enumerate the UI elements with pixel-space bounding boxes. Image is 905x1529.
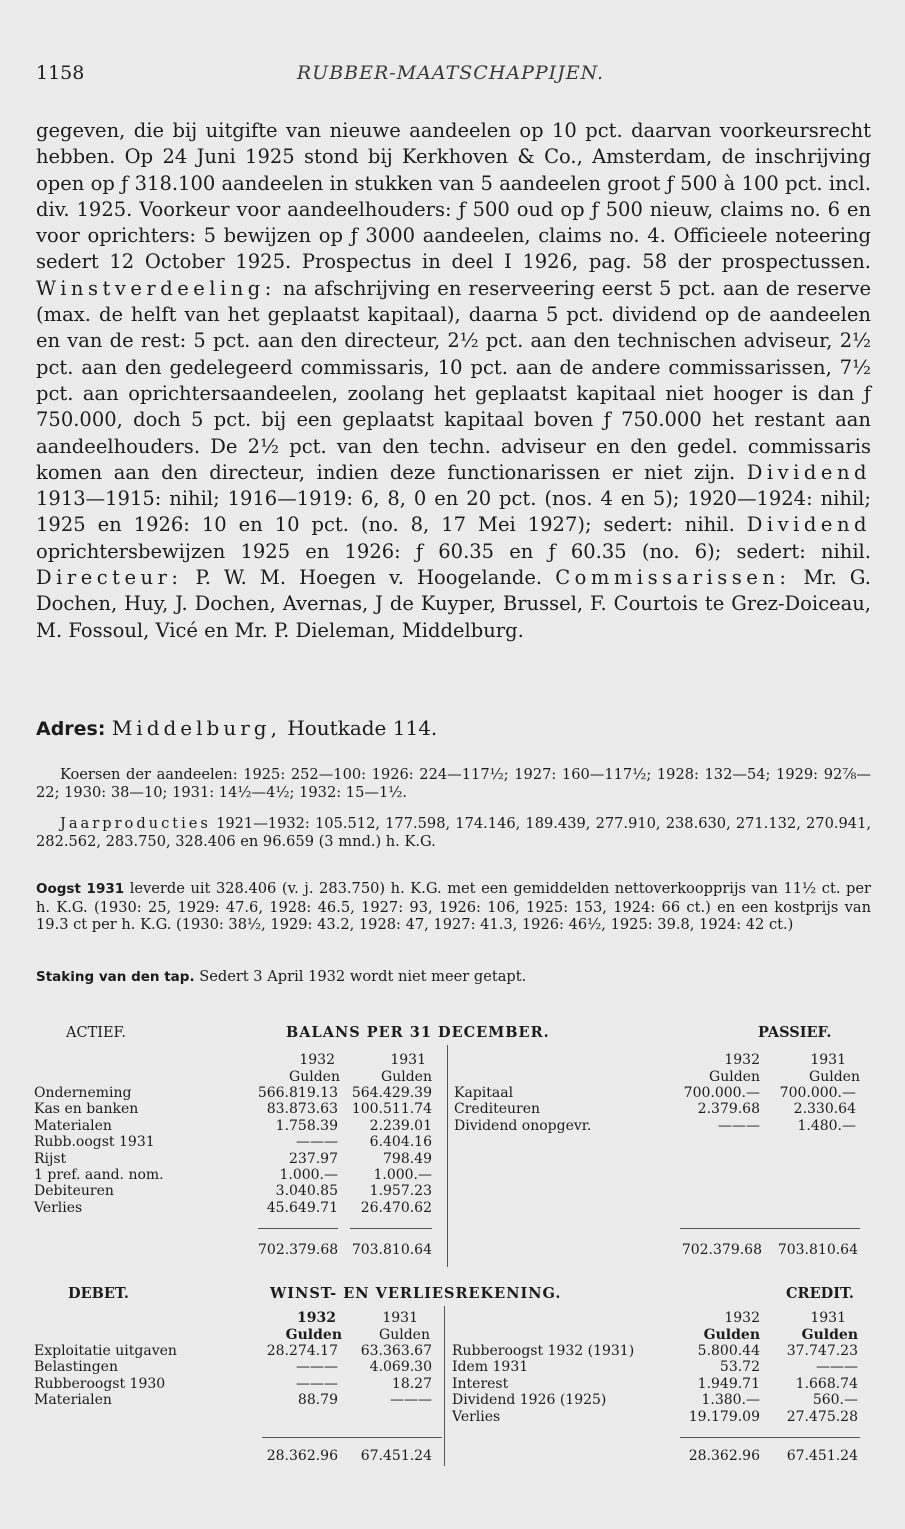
activa-row-value-1931: 564.429.39 — [351, 1085, 432, 1101]
passiva-row-value-1931: 2.330.64 — [793, 1101, 856, 1118]
balans-left-unit-1931: Gulden — [381, 1069, 432, 1085]
address-city: Middelburg, — [111, 716, 281, 740]
balans-title: BALANS PER 31 DECEMBER. — [286, 1024, 550, 1041]
passiva-row-label: Crediteuren — [454, 1101, 541, 1118]
paragraph-directeur: P. W. M. Hoegen v. Hoogelande. — [195, 566, 543, 590]
activa-row-value-1932: 1.000.— — [279, 1167, 338, 1183]
winst-total-right-1932: 28.362.96 — [688, 1448, 760, 1464]
balans-right-year-1931: 1931 — [810, 1052, 846, 1068]
balans-total-left-1931: 703.810.64 — [351, 1242, 432, 1258]
address-label: Adres: — [36, 718, 106, 740]
winstverdeeling-label: Winstverdeeling: — [36, 276, 276, 300]
winst-total-left-1932: 28.362.96 — [266, 1448, 338, 1464]
balans-right-heading: PASSIEF. — [758, 1024, 832, 1041]
credit-row-label: Interest — [452, 1375, 509, 1392]
activa-row-value-1932: 237.97 — [289, 1150, 338, 1167]
paragraph-issue: gegeven, die bij uitgifte van nieuwe aandeelen op 10 pct. daarvan voorkeursrecht hebben. Op 24 Juni 1925 stond bij Kerkhoven & Co., Amsterdam, de inschrijving open op ƒ 318.100 aandeelen in stukken van 5 aandeelen groot ƒ 500 à 100 pct. incl. div. 1925. Voorkeur voor aandeelhouders: ƒ 500 oud op ƒ 500 nieuw, claims no. 6 en voor oprichters: 5 bewijzen op ƒ 3000 aandeelen, claims no. 4. Officieele noteering sedert 12 October 1925. Prospectus in deel I 1926, pag. 58 der prospectussen. — [36, 119, 871, 274]
activa-row-value-1932: 83.873.63 — [266, 1101, 338, 1118]
passiva-row-label: Kapitaal — [454, 1085, 514, 1101]
activa-row-value-1932: 566.819.13 — [257, 1085, 338, 1101]
page-number: 1158 — [36, 62, 85, 84]
winst-title: WINST- EN VERLIESREKENING. — [270, 1285, 562, 1302]
activa-row-value-1931: 2.239.01 — [369, 1117, 432, 1134]
passiva-row-label: Dividend onopgevr. — [454, 1117, 592, 1134]
activa-row-value-1932: 3.040.85 — [275, 1183, 338, 1200]
credit-row-value-1931: 37.747.23 — [786, 1343, 858, 1359]
credit-row-value-1932: 1.380.— — [701, 1392, 760, 1409]
winst-right-year-1932: 1932 — [724, 1310, 760, 1326]
winst-divider — [444, 1306, 445, 1466]
credit-row-label: Idem 1931 — [452, 1359, 529, 1376]
winst-left-unit-1931: Gulden — [379, 1327, 430, 1343]
credit-row-value-1931: 1.668.74 — [795, 1375, 858, 1392]
dividend-oprichters-label: Dividend — [746, 513, 871, 537]
paragraph-dividend-oprichters: oprichtersbewijzen 1925 en 1926: ƒ 60.35 en ƒ 60.35 (no. 6); sedert: nihil. — [36, 539, 871, 563]
winst-left-unit-1932: Gulden — [285, 1327, 342, 1343]
debet-row-value-1931: ——— — [390, 1392, 432, 1409]
credit-row-value-1932: 19.179.09 — [688, 1408, 760, 1425]
passiva-row-value-1931: 700.000.— — [779, 1085, 856, 1101]
activa-row-label: Verlies — [34, 1199, 83, 1216]
credit-row-value-1932: 53.72 — [719, 1359, 760, 1376]
credit-row-value-1931: ——— — [816, 1359, 858, 1376]
paragraph-dividend: 1913—1915: nihil; 1916—1919: 6, 8, 0 en 20 pct. (nos. 4 en 5); 1920—1924: nihil; 1925 en 1926: 10 en 10 pct. (no. 8, 17 Mei 1927); sedert: nihil. — [36, 487, 871, 537]
debet-row-value-1932: 28.274.17 — [266, 1343, 338, 1359]
debet-row-value-1932: ——— — [296, 1359, 338, 1376]
activa-row-label: Rubb.oogst 1931 — [34, 1134, 155, 1151]
winst-rule-left — [262, 1437, 442, 1438]
running-title: RUBBER-MAATSCHAPPIJEN. — [296, 62, 605, 84]
debet-row-value-1932: ——— — [296, 1375, 338, 1392]
winst-total-left-1931: 67.451.24 — [360, 1448, 432, 1464]
winst-left-year-1931: 1931 — [382, 1310, 418, 1326]
winst-right-heading: CREDIT. — [786, 1285, 854, 1302]
debet-row-label: Belastingen — [34, 1359, 118, 1376]
credit-row-value-1932: 5.800.44 — [697, 1343, 760, 1359]
debet-row-label: Rubberoogst 1930 — [34, 1375, 166, 1392]
balans-right-unit-1931: Gulden — [809, 1069, 860, 1085]
paragraph-winstverdeeling: na afschrijving en reserveering eerst 5 pct. aan de reserve (max. de helft van het geplaatst kapitaal), daarna 5 pct. dividend op de aandeelen en van de rest: 5 pct. aan den directeur, 2½ pct. aan den technischen adviseur, 2½ pct. aan den gedelegeerd commissaris, 10 pct. aan de andere commissarissen, 7½ pct. aan oprichtersaandeelen, zoolang het geplaatst kapitaal niet hooger is dan ƒ 750.000, doch 5 pct. bij een geplaatst kapitaal boven ƒ 750.000 het restant aan aandeelhouders. De 2½ pct. van den techn. adviseur en den gedel. commissaris komen aan den directeur, indien deze functionarissen er niet zijn. — [36, 276, 871, 484]
dividend-label: Dividend — [746, 460, 871, 484]
commissarissen-label: Commissarissen: — [555, 566, 791, 590]
credit-row-label: Verlies — [452, 1408, 501, 1425]
debet-row-value-1931: 4.069.30 — [369, 1359, 432, 1376]
staking-label: Staking van den tap. — [36, 969, 195, 985]
credit-row-value-1931: 27.475.28 — [786, 1408, 858, 1425]
activa-row-label: Materialen — [34, 1117, 112, 1134]
winst-right-unit-1931: Gulden — [801, 1327, 858, 1343]
activa-row-value-1931: 798.49 — [383, 1150, 432, 1167]
balans-left-year-1932: 1932 — [299, 1052, 335, 1068]
credit-row-label: Rubberoogst 1932 (1931) — [452, 1343, 635, 1359]
debet-row-value-1931: 63.363.67 — [360, 1343, 432, 1359]
debet-row-value-1931: 18.27 — [391, 1375, 432, 1392]
staking-text: Sedert 3 April 1932 wordt niet meer getapt. — [199, 968, 527, 985]
debet-row-label: Materialen — [34, 1392, 112, 1409]
activa-row-value-1931: 1.957.23 — [369, 1183, 432, 1200]
balans-total-right-1932: 702.379.68 — [681, 1242, 762, 1258]
paragraph-commissarissen: Mr. G. Dochen, Huy, J. Dochen, Avernas, J de Kuyper, Brussel, F. Courtois te Grez-Doiceau, M. Fossoul, Vicé en Mr. P. Dieleman, Middelburg. — [36, 566, 871, 642]
activa-row-value-1932: ——— — [296, 1134, 338, 1151]
passiva-row-value-1932: 2.379.68 — [697, 1101, 760, 1118]
activa-row-value-1932: 1.758.39 — [275, 1117, 338, 1134]
balans-left-unit-1932: Gulden — [289, 1069, 340, 1085]
winst-right-year-1931: 1931 — [810, 1310, 846, 1326]
credit-row-value-1931: 560.— — [812, 1392, 858, 1409]
activa-row-value-1931: 100.511.74 — [351, 1101, 432, 1118]
winst-rule-right — [680, 1437, 860, 1438]
jaarproducties-text: 1921—1932: 105.512, 177.598, 174.146, 189.439, 277.910, 238.630, 271.132, 270.941, 282.562, 283.750, 328.406 en 96.659 (3 mnd.) h. K.G. — [36, 815, 871, 850]
balans-left-year-1931: 1931 — [390, 1052, 426, 1068]
activa-row-value-1932: 45.649.71 — [266, 1199, 338, 1216]
winst-right-unit-1932: Gulden — [703, 1327, 760, 1343]
activa-row-label: Kas en banken — [34, 1101, 139, 1118]
activa-row-label: Rijst — [34, 1150, 67, 1167]
activa-row-value-1931: 1.000.— — [373, 1167, 432, 1183]
balans-left-heading: ACTIEF. — [66, 1025, 126, 1041]
balans-total-right-1931: 703.810.64 — [777, 1242, 858, 1258]
credit-row-label: Dividend 1926 (1925) — [452, 1392, 607, 1409]
passiva-row-value-1931: 1.480.— — [797, 1117, 856, 1134]
address-street: Houtkade 114. — [287, 716, 438, 740]
credit-row-value-1932: 1.949.71 — [697, 1375, 760, 1392]
passiva-row-value-1932: 700.000.— — [683, 1085, 760, 1101]
jaarproducties-label: Jaarproducties — [60, 815, 211, 832]
activa-row-label: 1 pref. aand. nom. — [34, 1167, 164, 1183]
oogst-text: leverde uit 328.406 (v. j. 283.750) h. K.G. met een gemiddelden nettoverkoopprijs van 11½ ct. per h. K.G. (1930: 25, 1929: 47.6, 1928: 46.5, 1927: 93, 1926: 106, 1925: 153, 1924: 66 ct.) en een kostprijs van 19.3 ct per h. K.G. (1930: 38½, 1929: 43.2, 1928: 47, 1927: 41.3, 1926: 46½, 1925: 39.8, 1924: 42 ct.) — [36, 880, 871, 933]
balans-right-unit-1932: Gulden — [709, 1069, 760, 1085]
balans-total-left-1932: 702.379.68 — [258, 1242, 339, 1258]
debet-row-label: Exploitatie uitgaven — [34, 1343, 177, 1359]
koersen-text: 1925: 252—100: 1926: 224—117½; 1927: 160—117½; 1928: 132—54; 1929: 92⅞—22; 1930: 38—10; 1931: 14½—4½; 1932: 15—1½. — [36, 766, 871, 801]
directeur-label: Directeur: — [36, 566, 183, 590]
balans-right-year-1932: 1932 — [724, 1052, 760, 1068]
oogst-label: Oogst 1931 — [36, 881, 125, 897]
winst-total-right-1931: 67.451.24 — [786, 1448, 858, 1464]
debet-row-value-1932: 88.79 — [297, 1392, 338, 1409]
activa-row-label: Debiteuren — [34, 1183, 114, 1200]
winst-left-heading: DEBET. — [68, 1285, 129, 1302]
passiva-row-value-1932: ——— — [718, 1117, 760, 1134]
koersen-label: Koersen der aandeelen: — [60, 766, 238, 783]
activa-row-value-1931: 26.470.62 — [360, 1199, 432, 1216]
activa-row-label: Onderneming — [34, 1085, 132, 1101]
activa-row-value-1931: 6.404.16 — [369, 1134, 432, 1151]
winst-left-year-1932: 1932 — [297, 1310, 336, 1326]
